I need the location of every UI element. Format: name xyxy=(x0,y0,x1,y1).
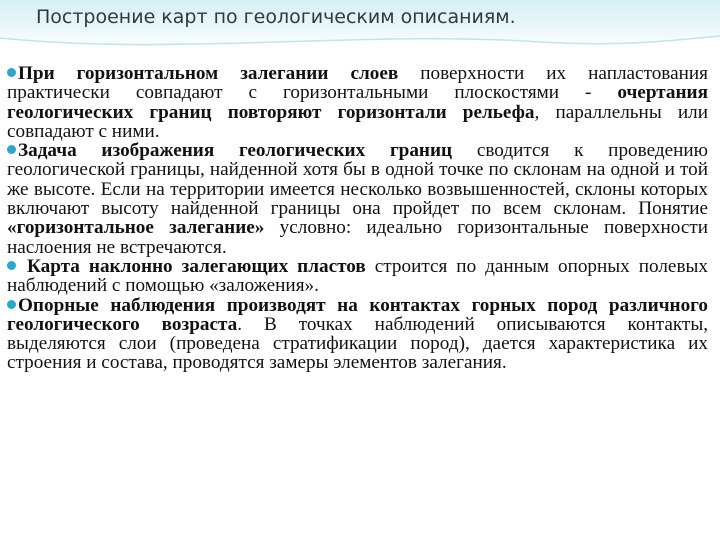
bold-phrase: очертания геологических границ повторяют горизонтали рельефа xyxy=(7,82,708,123)
text-run: сводится к проведению геологической границы, найденной хотя бы в одной точке по склонам на одной и той же высоте. Если на территории имеется несколько возвышенностей, склоны которых включают высоту найденной границы она пройдет по всем склонам. Понятие xyxy=(7,140,708,220)
bold-phrase: «горизонтальное залегание» xyxy=(7,217,265,239)
paragraph-boundary-task xyxy=(7,141,708,257)
text-run: условно: идеально горизонтальные поверхности наслоения не встречаются. xyxy=(7,217,708,258)
text-run: строится по данным опорных полевых наблюдений с помощью «заложения». xyxy=(7,255,708,297)
slide-body xyxy=(7,64,708,373)
text-run: , параллельны или совпадают с ними. xyxy=(7,101,708,142)
paragraph-reference-observations xyxy=(7,296,708,373)
slide-title: Построение карт по геологическим описаниям. xyxy=(36,6,516,28)
bold-phrase: При горизонтальном залегании слоев xyxy=(18,63,399,84)
bullet-icon xyxy=(7,68,16,77)
text-run: поверхности их напластования практически совпадают с горизонтальными плоскостями - xyxy=(7,63,708,104)
text-run: . В точках наблюдений описываются контакты, выделяются слои (проведена стратификации пород), дается характеристика их строения и состава, проводятся замеры элементов залегания. xyxy=(7,313,709,374)
paragraph-horizontal-bedding xyxy=(7,64,708,141)
bullet-icon xyxy=(7,300,16,309)
bold-phrase: Задача изображения геологических границ xyxy=(18,140,453,162)
bold-phrase: Карта наклонно залегающих пластов xyxy=(18,255,366,277)
bullet-icon xyxy=(7,261,16,270)
bullet-icon xyxy=(7,145,16,154)
bold-phrase: Опорные наблюдения производят на контактах горных пород различного геологического возраста xyxy=(7,294,708,335)
header-wave-decoration xyxy=(0,28,720,58)
paragraph-inclined-layers xyxy=(7,257,708,296)
